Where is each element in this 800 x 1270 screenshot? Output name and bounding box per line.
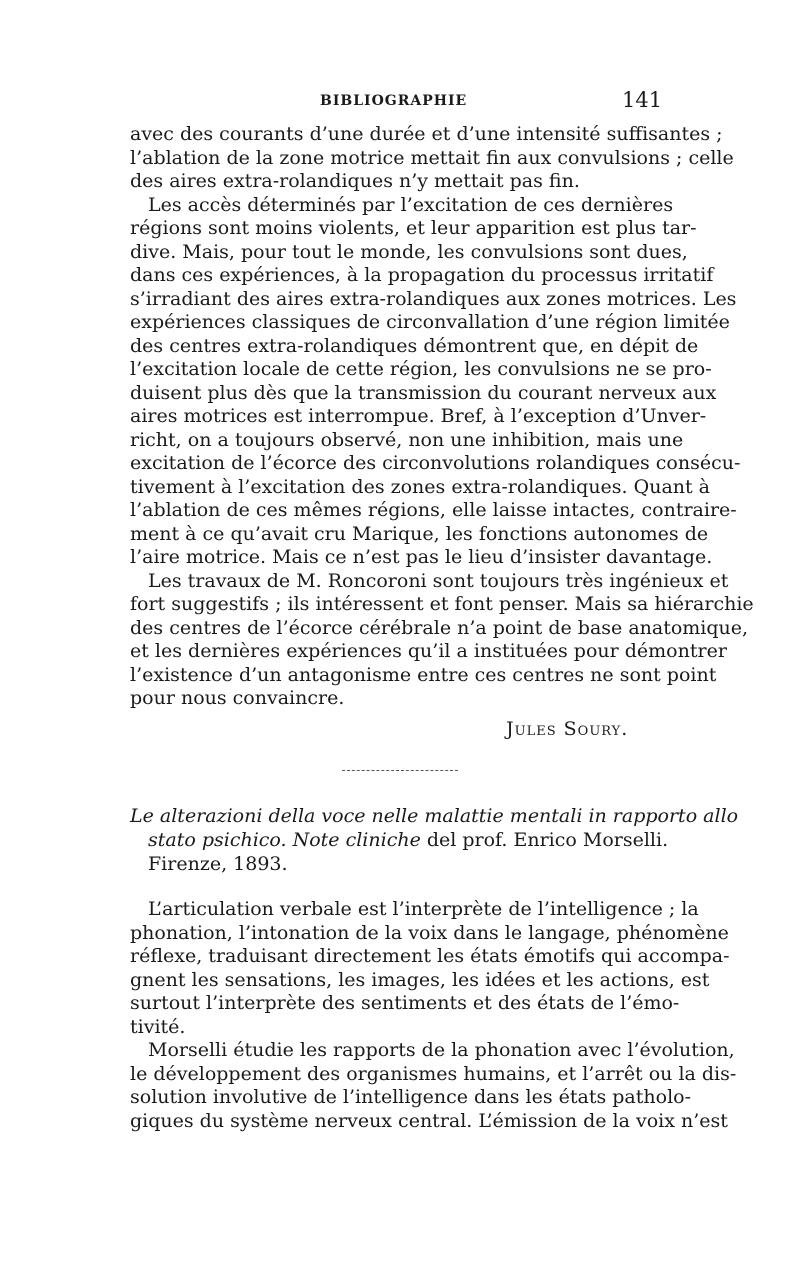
text-line: expériences classiques de circonvallation d’une région limitée [130,311,730,333]
text-line: l’existence d’un antagonisme entre ces centres ne sont point [130,663,717,686]
text-line: des centres de l’écorce cérébrale n’a point de base anatomique, [130,616,749,639]
citation-title-italic: stato psichico. Note cliniche [148,829,421,851]
text-line: l’excitation locale de cette région, les convulsions ne se pro- [130,358,712,380]
text-line: giques du système nerveux central. L’émission de la voix n’est [130,1109,728,1132]
book-citation [130,804,739,876]
text-line: fort suggestifs ; ils intéressent et font penser. Mais sa hiérarchie [130,593,754,615]
text-line: avec des courants d’une durée et d’une intensité suffisantes ; [130,123,723,145]
text-line: phonation, l’intonation de la voix dans le langage, phénomène [130,921,729,944]
text-line: gnent les sensations, les images, les idées et les actions, est [130,968,710,991]
text-line: L’articulation verbale est l’interprète de l’intelligence ; la [148,898,699,920]
text-line: excitation de l’écorce des circonvolutions rolandiques consécu- [130,452,741,474]
citation-title-line [130,828,671,852]
citation-title-line: Le alterazioni della voce nelle malattie mentali in rapporto allo [130,805,739,827]
author-signature: Jules Soury. [506,718,629,740]
page-number: 141 [622,88,663,112]
text-line: l’ablation de la zone motrice mettait fin aux convulsions ; celle [130,146,734,169]
text-line: aires motrices est interrompue. Bref, à l’exception d’Unver- [130,405,707,427]
text-line: ment à ce qu’avait cru Marique, les fonctions autonomes de [130,522,709,545]
review-body-previous [130,123,754,711]
text-line: des centres extra-rolandiques démontrent que, en dépit de [130,334,699,357]
text-line: tivité. [130,1015,186,1038]
text-line: solution involutive de l’intelligence dans les états patholo- [130,1086,692,1108]
text-line: tivement à l’excitation des zones extra-rolandiques. Quant à [130,475,711,498]
text-line: le développement des organismes humains, et l’arrêt ou la dis- [130,1062,737,1085]
text-line: Les accès déterminés par l’excitation de ces dernières [148,193,674,216]
citation-place-date: Firenze, 1893. [148,853,288,875]
text-line: richt, on a toujours observé, non une inhibition, mais une [130,428,684,451]
text-line: l’aire motrice. Mais ce n’est pas le lieu d’insister davantage. [130,546,713,568]
text-line: s’irradiant des aires extra-rolandiques aux zones motrices. Les [130,287,737,310]
text-line: l’ablation de ces mêmes régions, elle laisse intactes, contraire- [130,499,737,521]
text-line: et les dernières expériences qu’il a instituées pour démontrer [130,640,727,662]
section-separator [342,770,458,771]
citation-author: del prof. Enrico Morselli. [420,829,669,851]
text-line: dive. Mais, pour tout le monde, les convulsions sont dues, [130,240,688,263]
text-line: régions sont moins violents, et leur apparition est plus tar- [130,217,697,239]
text-line: duisent plus dès que la transmission du courant nerveux aux [130,381,717,404]
text-line: surtout l’interprète des sentiments et des états de l’émo- [130,992,680,1014]
running-title: BIBLIOGRAPHIE [320,93,468,109]
text-line: dans ces expériences, à la propagation du processus irritatif [130,264,714,286]
text-line: Morselli étudie les rapports de la phonation avec l’évolution, [148,1039,735,1061]
text-line: pour nous convaincre. [130,687,345,709]
review-body [130,898,737,1133]
text-line: des aires extra-rolandiques n’y mettait pas fin. [130,170,580,192]
text-line: Les travaux de M. Roncoroni sont toujours très ingénieux et [148,569,729,592]
text-line: réflexe, traduisant directement les états émotifs qui accompa- [130,945,730,967]
